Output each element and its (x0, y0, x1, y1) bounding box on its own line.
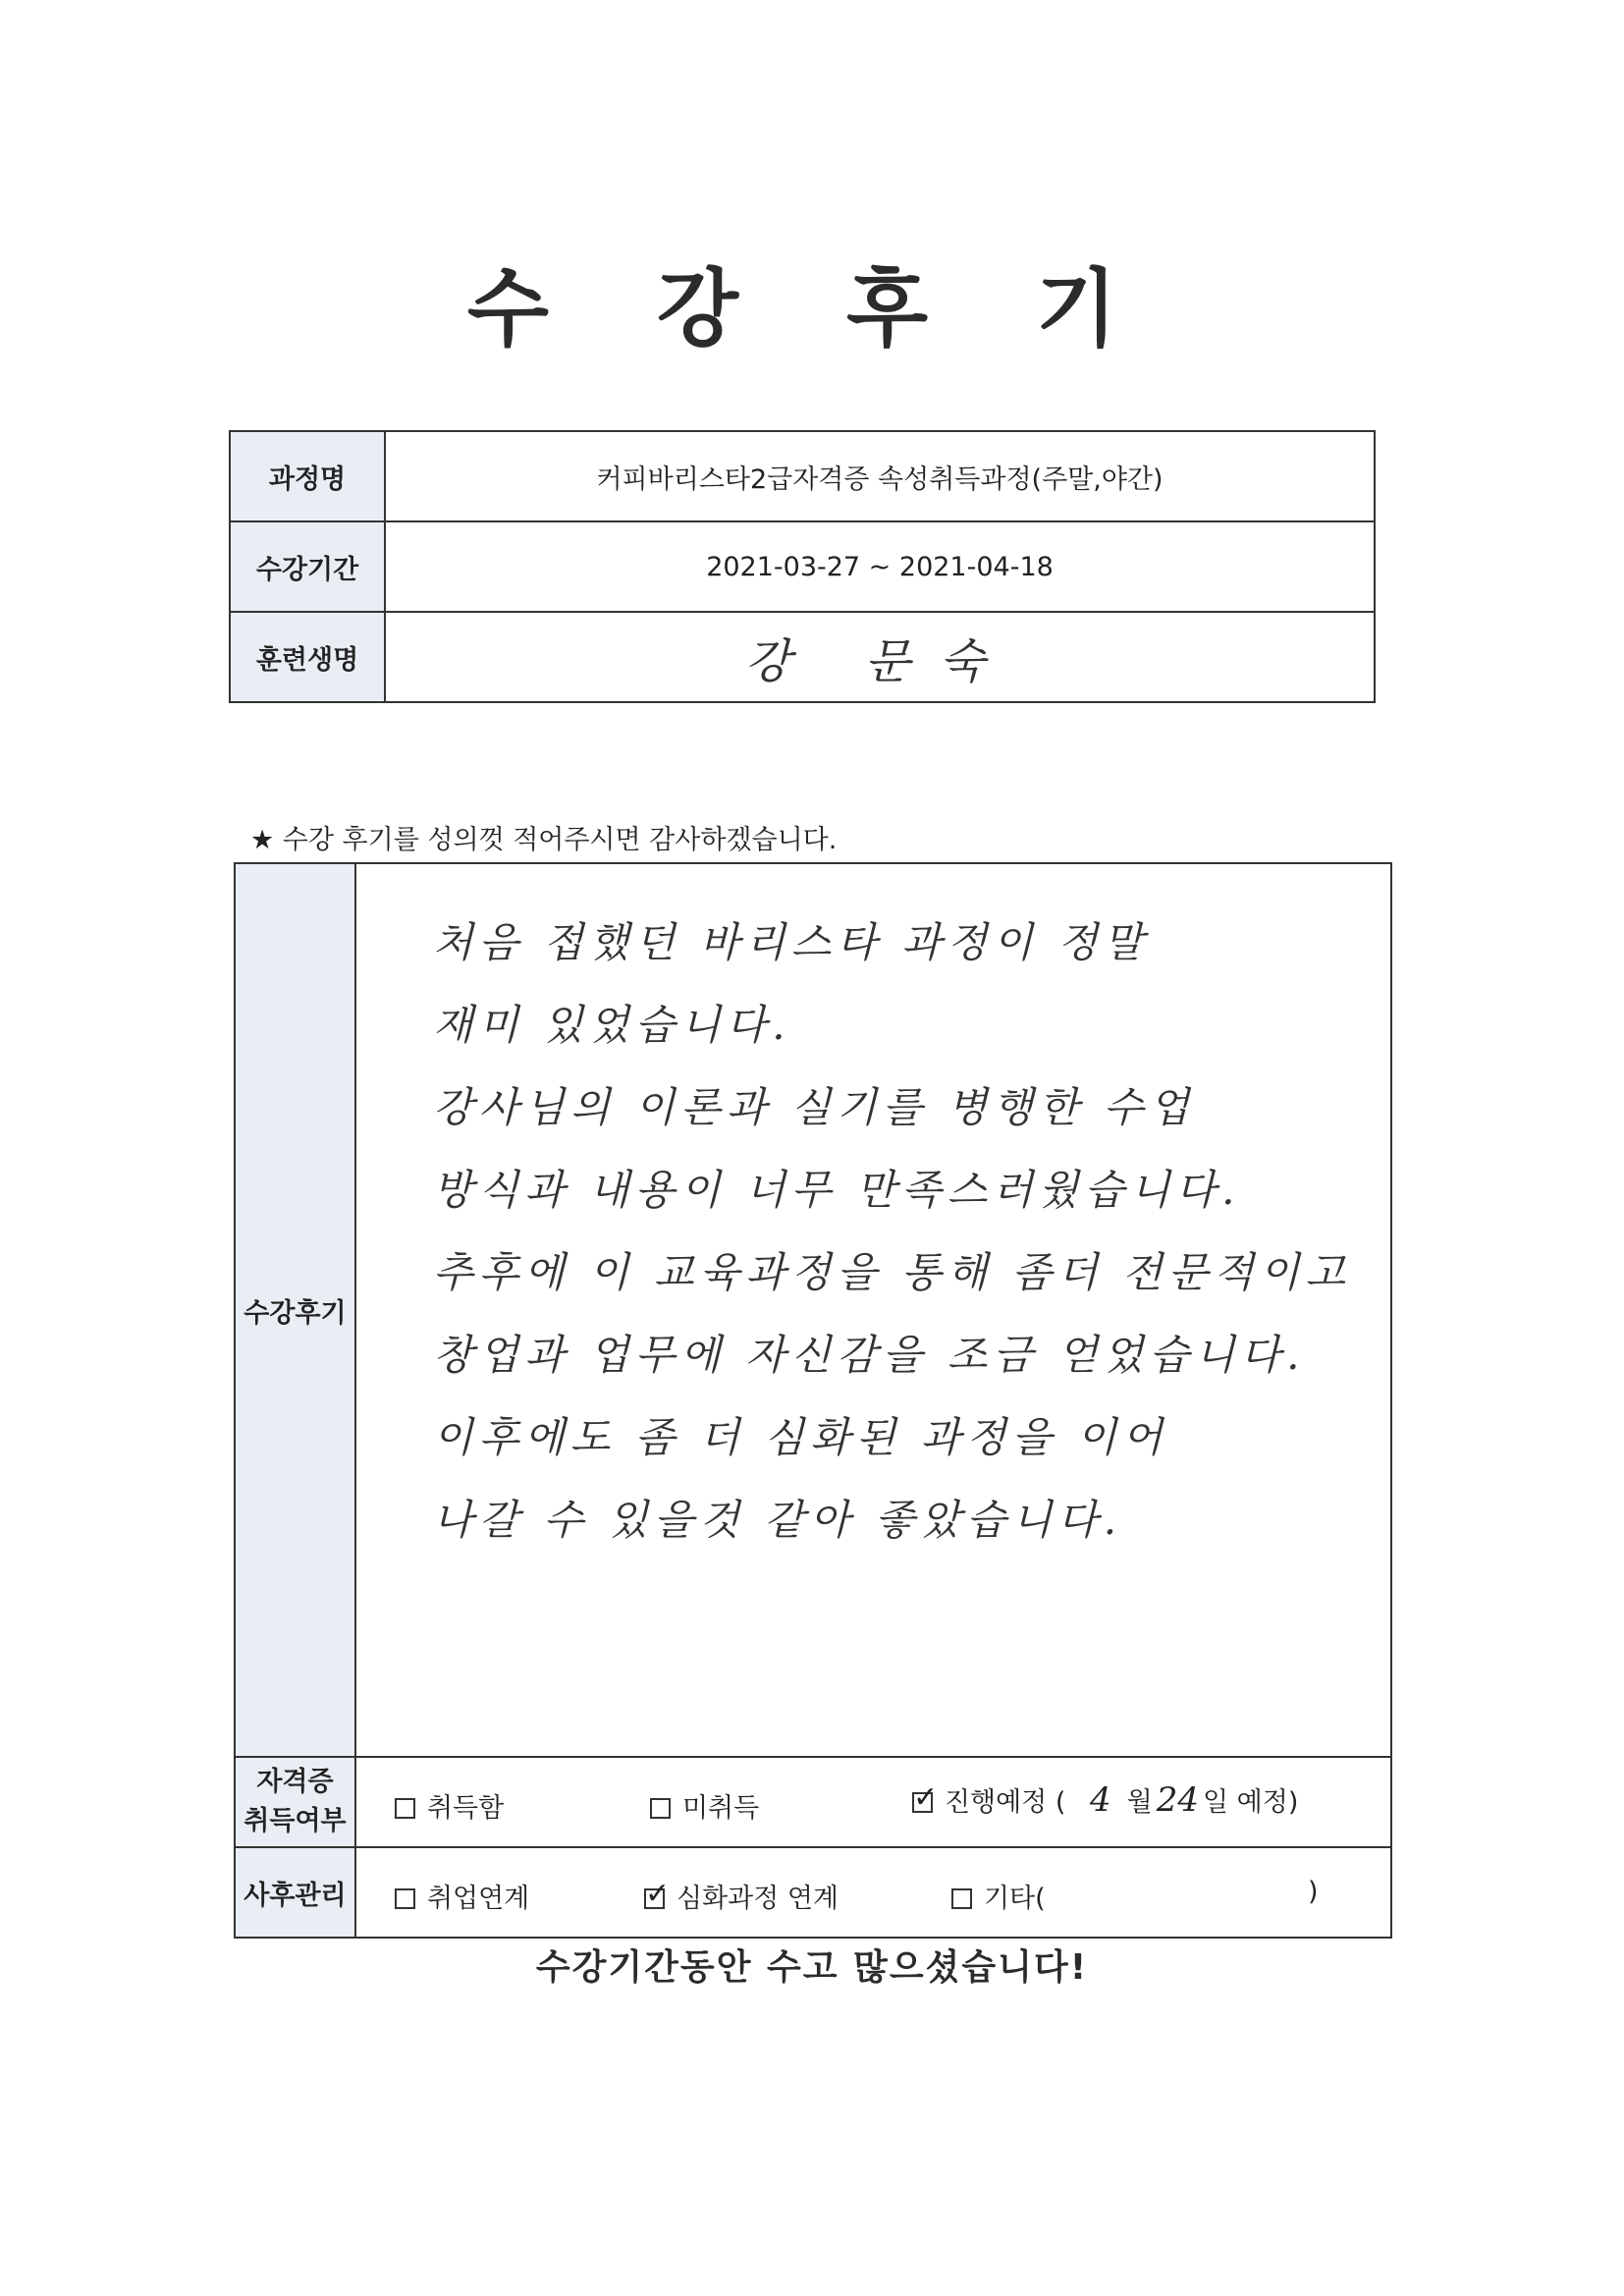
review-line: 나갈 수 있을것 같아 좋았습니다. (432, 1496, 1123, 1544)
period-row (230, 521, 1375, 612)
planned-label: 진행예정 ( (944, 1787, 1066, 1818)
review-line: 강사님의 이론과 실기를 병행한 수업 (432, 1083, 1195, 1131)
planned-month: 4 (1089, 1780, 1111, 1820)
closing-message: 수강기간동안 수고 많으셨습니다! (535, 1947, 1089, 1988)
option-advanced-course[interactable] (644, 1877, 839, 1915)
other-close-paren: ) (1307, 1877, 1319, 1907)
not-obtained-label: 미취득 (681, 1793, 760, 1824)
certificate-label-line2: 취득여부 (244, 1806, 347, 1836)
period-value: 2021-03-27 ~ 2021-04-18 (385, 521, 1375, 612)
aftercare-options (355, 1847, 1391, 1938)
review-row (235, 863, 1391, 1757)
course-label: 과정명 (230, 431, 385, 521)
trainee-name: 강 문숙 (385, 612, 1375, 702)
review-table (234, 862, 1392, 1939)
planned-day: 24 (1156, 1780, 1199, 1820)
trainee-row (230, 612, 1375, 702)
planned-checkbox[interactable] (912, 1792, 933, 1813)
course-info-table (229, 430, 1376, 703)
option-job-linkage[interactable] (395, 1877, 529, 1915)
job-linkage-checkbox[interactable] (395, 1888, 415, 1909)
option-not-obtained[interactable] (650, 1786, 759, 1825)
review-line: 창업과 업무에 자신감을 조금 얻었습니다. (432, 1331, 1306, 1379)
instruction-note: ★ 수강 후기를 성의껏 적어주시면 감사하겠습니다. (250, 825, 838, 855)
period-label: 수강기간 (230, 521, 385, 612)
certificate-label-line1: 자격증 (256, 1767, 334, 1797)
review-line: 이후에도 좀 더 심화된 과정을 이어 (432, 1413, 1168, 1461)
review-line: 처음 접했던 바리스타 과정이 정말 (432, 918, 1150, 966)
review-line: 추후에 이 교육과정을 통해 좀더 전문적이고 (432, 1248, 1351, 1296)
job-linkage-label: 취업연계 (426, 1884, 530, 1914)
planned-month-suffix: 월 (1126, 1787, 1153, 1818)
obtained-label: 취득함 (426, 1793, 505, 1824)
other-checkbox[interactable] (951, 1888, 972, 1909)
trainee-label: 훈련생명 (230, 612, 385, 702)
option-planned[interactable] (912, 1780, 1298, 1820)
aftercare-row (235, 1847, 1391, 1938)
option-other[interactable] (951, 1877, 1046, 1915)
course-value: 커피바리스타2급자격증 속성취득과정(주말,야간) (385, 431, 1375, 521)
planned-day-suffix: 일 예정) (1202, 1787, 1299, 1818)
review-text (355, 863, 1391, 1757)
certificate-row (235, 1757, 1391, 1847)
other-label: 기타( (983, 1884, 1046, 1914)
course-row (230, 431, 1375, 521)
review-line: 재미 있었습니다. (432, 1001, 791, 1049)
page-title: 수 강 후 기 (466, 260, 1158, 358)
certificate-label (235, 1757, 355, 1847)
advanced-course-label: 심화과정 연계 (676, 1884, 839, 1914)
obtained-checkbox[interactable] (395, 1798, 415, 1819)
review-label: 수강후기 (235, 863, 355, 1757)
certificate-options (355, 1757, 1391, 1847)
option-obtained[interactable] (395, 1786, 504, 1825)
advanced-course-checkbox[interactable] (644, 1888, 665, 1909)
not-obtained-checkbox[interactable] (650, 1798, 671, 1819)
review-line: 방식과 내용이 너무 만족스러웠습니다. (432, 1166, 1241, 1214)
aftercare-label: 사후관리 (235, 1847, 355, 1938)
